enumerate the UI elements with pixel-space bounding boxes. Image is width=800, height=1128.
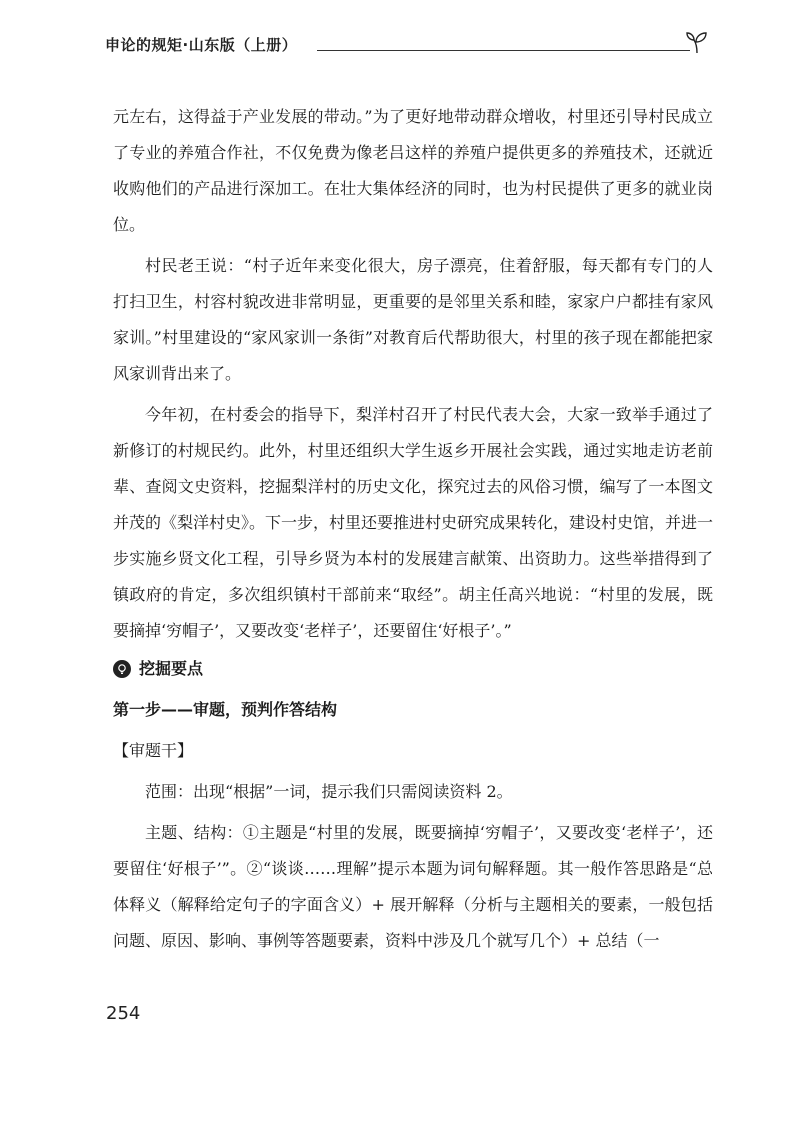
analysis-scope: 范围：出现“根据”一词，提示我们只需阅读资料 2。 (145, 782, 513, 801)
paragraph-villager-quote: 村民老王说：“村子近年来变化很大，房子漂亮，住着舒服，每天都有专门的人打扫卫生，村容村貌改进非常明显，更重要的是邻里关系和睦，家家户户都挂有家风家训。”村里建设的“家风家训一条街”对教育后代帮助很大，村里的孩子现在都能把家风家训背出来了。 (113, 256, 713, 383)
page-number: 254 (106, 1003, 141, 1024)
header-rule (317, 50, 690, 51)
section-heading (113, 651, 713, 687)
sprout-icon (684, 30, 710, 54)
paragraph-continued: 元左右，这得益于产业发展的带动。”为了更好地带动群众增收，村里还引导村民成立了专业的养殖合作社，不仅免费为像老吕这样的养殖户提供更多的养殖技术，还就近收购他们的产品进行深加工。在壮大集体经济的同时，也为村民提供了更多的就业岗位。 (113, 107, 713, 234)
paragraph-village-history: 今年初，在村委会的指导下，梨洋村召开了村民代表大会，大家一致举手通过了新修订的村规民约。此外，村里还组织大学生返乡开展社会实践，通过实地走访老前辈、查阅文史资料，挖掘梨洋村的历史文化，探究过去的风俗习惯，编写了一本图文并茂的《梨洋村史》。下一步，村里还要推进村史研究成果转化，建设村史馆，并进一步实施乡贤文化工程，引导乡贤为本村的发展建言献策、出资助力。这些举措得到了镇政府的肯定，多次组织镇村干部前来“取经”。胡主任高兴地说：“村里的发展，既要摘掉‘穷帽子’，又要改变‘老样子’，还要留住‘好根子’。” (113, 405, 714, 640)
running-header (105, 32, 710, 56)
lightbulb-icon (113, 660, 131, 678)
review-label: 【审题干】 (113, 741, 194, 760)
page-body (113, 99, 713, 959)
header-title: 申论的规矩·山东版（上册） (105, 36, 298, 54)
analysis-structure: 主题、结构：①主题是“村里的发展，既要摘掉‘穷帽子’，又要改变‘老样子’，还要留住‘好根子’”。②“谈谈……理解”提示本题为词句解释题。其一般作答思路是“总体释义（解释给定句子的字面含义）+ 展开解释（分析与主题相关的要素，一般包括问题、原因、影响、事例等答题要素，资料中涉及几个就写几个）+ 总结（一 (113, 823, 713, 950)
section-title: 挖掘要点 (139, 659, 204, 678)
step-heading: 第一步——审题，预判作答结构 (113, 700, 338, 719)
